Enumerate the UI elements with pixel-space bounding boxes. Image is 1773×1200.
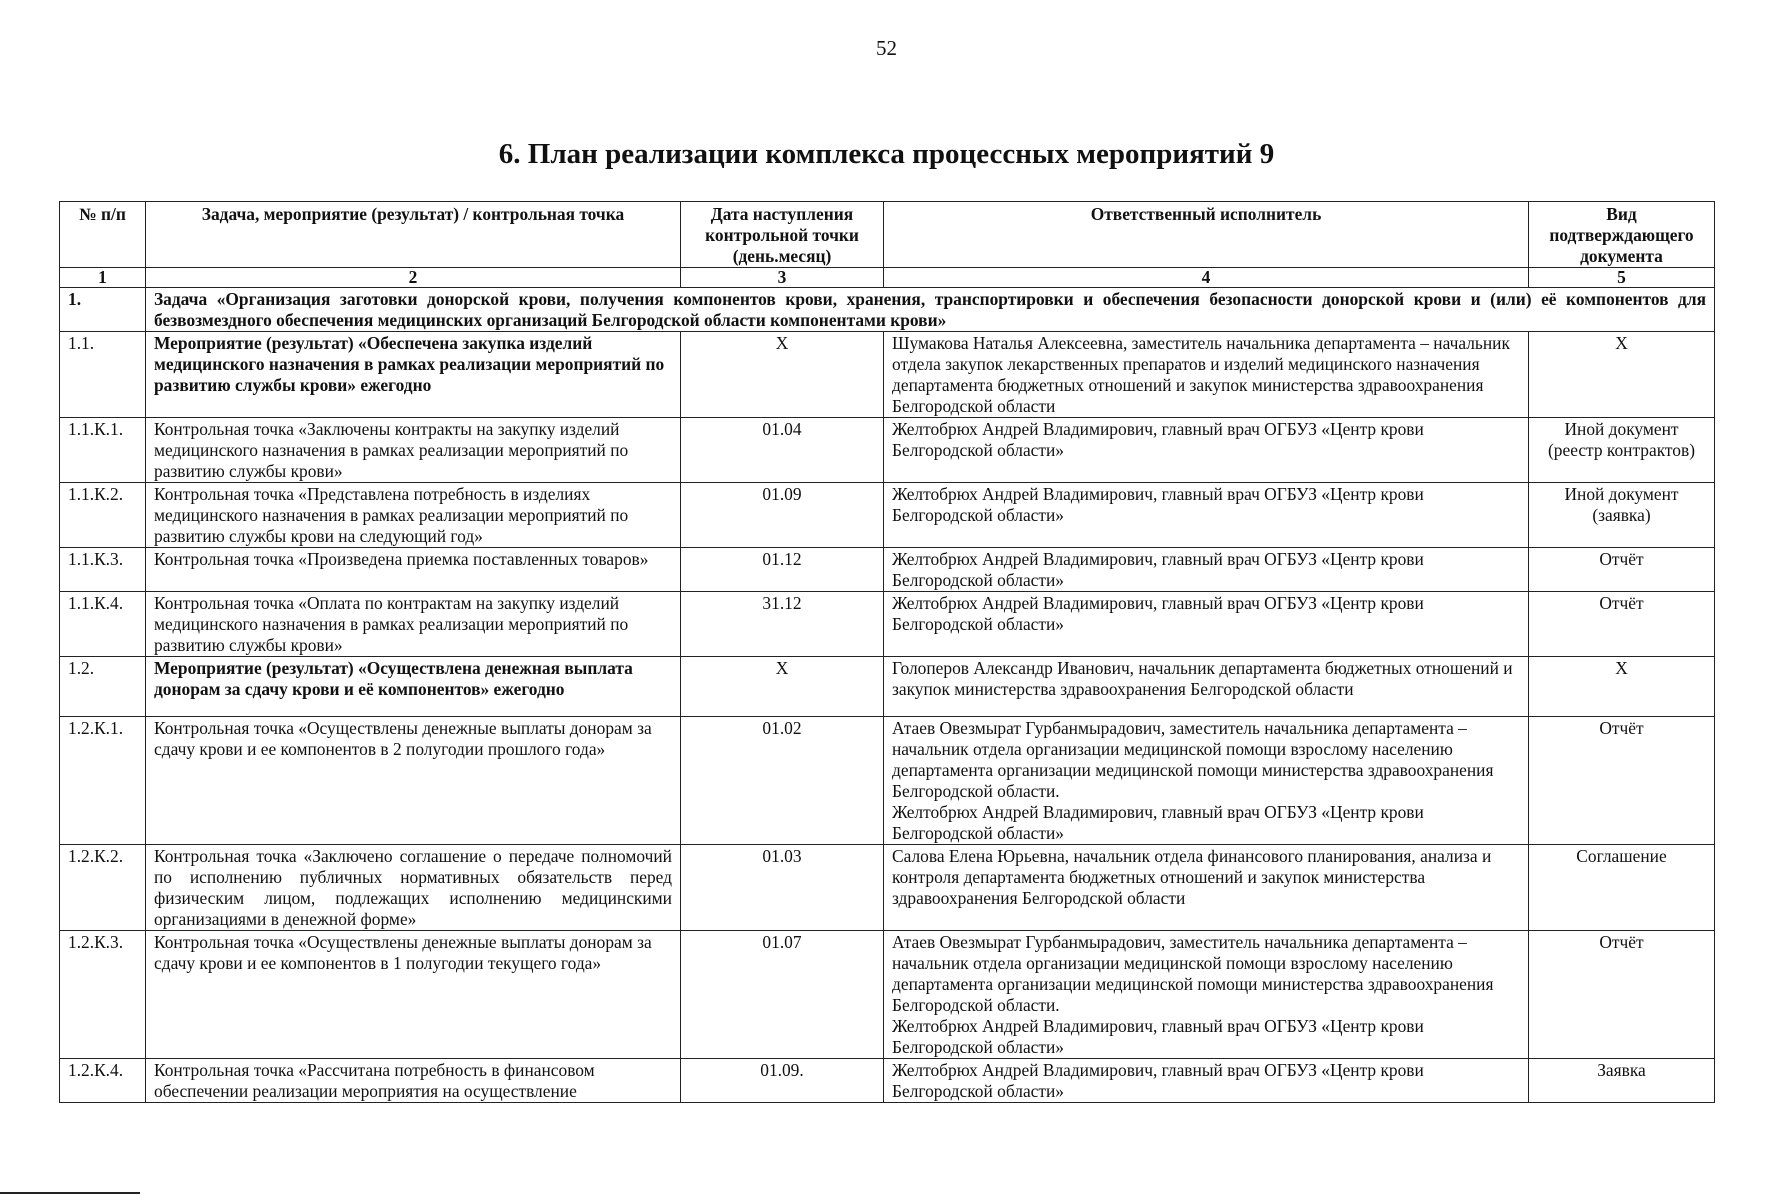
measure-row [60,332,1715,418]
responsible-person: Желтобрюх Андрей Владимирович, главный врач ОГБУЗ «Центр крови Белгородской области» [892,1016,1424,1057]
row-text: Контрольная точка «Произведена приемка поставленных товаров» [146,548,681,592]
column-number: 1 [60,268,146,288]
row-text: Контрольная точка «Осуществлены денежные выплаты донорам за сдачу крови и ее компонентов в 1 полугодии текущего года» [146,931,681,1059]
responsible-cell [884,548,1529,592]
row-text: Контрольная точка «Рассчитана потребность в финансовом обеспечении реализации мероприятия на осуществление [146,1059,681,1103]
control-date: 01.03 [681,845,884,931]
control-date: 01.09. [681,1059,884,1103]
responsible-person: Желтобрюх Андрей Владимирович, главный врач ОГБУЗ «Центр крови Белгородской области» [892,1060,1424,1101]
column-number: 2 [146,268,681,288]
control-date: X [681,332,884,418]
document-type: Заявка [1529,1059,1715,1103]
row-number: 1.1.К.4. [60,592,146,657]
responsible-person: Атаев Овезмырат Гурбанмырадович, заместитель начальника департамента – начальник отдела организации медицинской помощи взрослому населению департамента организации медицинской помощи министерства здравоохранения Белгородской области. [892,718,1494,801]
row-number: 1.2.К.2. [60,845,146,931]
responsible-person: Желтобрюх Андрей Владимирович, главный врач ОГБУЗ «Центр крови Белгородской области» [892,593,1424,634]
checkpoint-row [60,418,1715,483]
column-number: 4 [884,268,1529,288]
responsible-person: Салова Елена Юрьевна, начальник отдела финансового планирования, анализа и контроля департамента бюджетных отношений и закупок министерства здравоохранения Белгородской области [892,846,1492,908]
checkpoint-row [60,548,1715,592]
header-num: № п/п [60,202,146,268]
plan-table [59,201,1715,1103]
column-number: 3 [681,268,884,288]
checkpoint-row [60,931,1715,1059]
row-number: 1.1.К.2. [60,483,146,548]
row-text: Контрольная точка «Оплата по контрактам на закупку изделий медицинского назначения в рамках реализации мероприятий по развитию службы крови» [146,592,681,657]
responsible-person: Атаев Овезмырат Гурбанмырадович, заместитель начальника департамента – начальник отдела организации медицинской помощи взрослому населению департамента организации медицинской помощи министерства здравоохранения Белгородской области. [892,932,1494,1015]
header-date: Дата наступления контрольной точки (день.месяц) [681,202,884,268]
footer-line [0,1192,140,1194]
document-type: Отчёт [1529,931,1715,1059]
row-number: 1.1.К.1. [60,418,146,483]
checkpoint-row [60,845,1715,931]
row-number: 1.1.К.3. [60,548,146,592]
task-row [60,288,1715,332]
responsible-cell [884,931,1529,1059]
checkpoint-row [60,1059,1715,1103]
header-responsible: Ответственный исполнитель [884,202,1529,268]
row-text: Контрольная точка «Осуществлены денежные выплаты донорам за сдачу крови и ее компонентов в 2 полугодии прошлого года» [146,717,681,845]
header-task: Задача, мероприятие (результат) / контрольная точка [146,202,681,268]
control-date: 01.12 [681,548,884,592]
document-type: Иной документ (заявка) [1529,483,1715,548]
header-document: Вид подтверждающего документа [1529,202,1715,268]
column-number: 5 [1529,268,1715,288]
row-text: Контрольная точка «Представлена потребность в изделиях медицинского назначения в рамках реализации мероприятий по развитию службы крови на следующий год» [146,483,681,548]
control-date: X [681,657,884,717]
row-text: Мероприятие (результат) «Осуществлена денежная выплата донорам за сдачу крови и её компонентов» ежегодно [146,657,681,717]
checkpoint-row [60,717,1715,845]
column-number-row [60,268,1715,288]
control-date: 01.04 [681,418,884,483]
row-number: 1.2.К.3. [60,931,146,1059]
control-date: 01.07 [681,931,884,1059]
responsible-person: Голоперов Александр Иванович, начальник департамента бюджетных отношений и закупок министерства здравоохранения Белгородской области [892,658,1513,699]
checkpoint-row [60,592,1715,657]
control-date: 01.02 [681,717,884,845]
responsible-cell [884,332,1529,418]
row-text: Контрольная точка «Заключены контракты на закупку изделий медицинского назначения в рамках реализации мероприятий по развитию службы крови» [146,418,681,483]
responsible-cell [884,1059,1529,1103]
document-type: X [1529,657,1715,717]
document-type: Отчёт [1529,717,1715,845]
row-number: 1.1. [60,332,146,418]
responsible-person: Желтобрюх Андрей Владимирович, главный врач ОГБУЗ «Центр крови Белгородской области» [892,802,1424,843]
responsible-person: Желтобрюх Андрей Владимирович, главный врач ОГБУЗ «Центр крови Белгородской области» [892,549,1424,590]
document-type: X [1529,332,1715,418]
control-date: 01.09 [681,483,884,548]
responsible-cell [884,418,1529,483]
control-date: 31.12 [681,592,884,657]
responsible-cell [884,657,1529,717]
document-type: Отчёт [1529,548,1715,592]
page-title: 6. План реализации комплекса процессных мероприятий 9 [498,138,1275,170]
responsible-person: Желтобрюх Андрей Владимирович, главный врач ОГБУЗ «Центр крови Белгородской области» [892,419,1424,460]
row-number: 1.2.К.1. [60,717,146,845]
row-number: 1.2. [60,657,146,717]
checkpoint-row [60,483,1715,548]
responsible-person: Желтобрюх Андрей Владимирович, главный врач ОГБУЗ «Центр крови Белгородской области» [892,484,1424,525]
document-type: Отчёт [1529,592,1715,657]
responsible-cell [884,717,1529,845]
responsible-person: Шумакова Наталья Алексеевна, заместитель начальника департамента – начальник отдела закупок лекарственных препаратов и изделий медицинского назначения департамента бюджетных отношений и закупок министерства здравоохранения Белгородской области [892,333,1510,416]
responsible-cell [884,845,1529,931]
row-text: Контрольная точка «Заключено соглашение о передаче полномочий по исполнению публичных нормативных обязательств перед физическим лицом, подлежащих исполнению медицинскими организациями в денежной форме» [146,845,681,931]
task-number: 1. [60,288,146,332]
header-row [60,202,1715,268]
measure-row [60,657,1715,717]
row-text: Мероприятие (результат) «Обеспечена закупка изделий медицинского назначения в рамках реализации мероприятий по развитию службы крови» ежегодно [146,332,681,418]
task-text: Задача «Организация заготовки донорской крови, получения компонентов крови, хранения, транспортировки и обеспечения безопасности донорской крови и (или) её компонентов для безвозмездного обеспечения медицинских организаций Белгородской области компонентами крови» [146,288,1715,332]
row-number: 1.2.К.4. [60,1059,146,1103]
document-type: Соглашение [1529,845,1715,931]
document-type: Иной документ (реестр контрактов) [1529,418,1715,483]
responsible-cell [884,592,1529,657]
responsible-cell [884,483,1529,548]
page-number: 52 [876,36,897,60]
